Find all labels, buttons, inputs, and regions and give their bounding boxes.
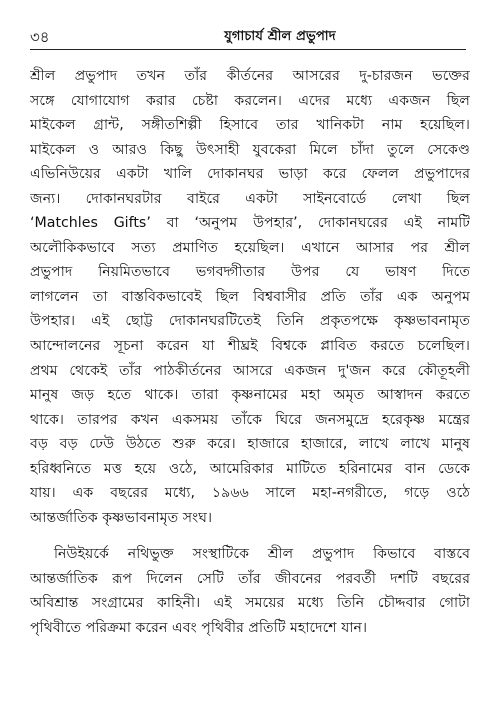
text-line: সঙ্গে যোগাযোগ করার চেষ্টা করলেন। এদের মধ্যে একজন ছিল xyxy=(30,92,470,109)
text-line: হরিধ্বনিতে মত্ত হয়ে ওঠে, আমেরিকার মাটিতে হরিনামের বান ডেকে xyxy=(30,460,470,477)
text-line: আন্তর্জাতিক কৃষ্ণভাবনামৃত সংঘ। xyxy=(30,509,213,526)
text-line: আন্দোলনের সূচনা করেন যা শীঘ্রই বিশ্বকে প্লাবিত করতে চলেছিল। xyxy=(30,338,470,355)
header-rule xyxy=(30,49,466,50)
text-line: আন্তর্জাতিক রূপ দিলেন সেটি তাঁর জীবনের পরবর্তী দশটি বছরের xyxy=(30,570,470,587)
text-line: অবিশ্রান্ত সংগ্রামের কাহিনী। এই সময়ের মধ্যে তিনি চৌদ্দবার গোটা xyxy=(30,595,470,612)
paragraph-2 xyxy=(30,542,470,640)
text-line: বড় বড় ঢেউ উঠতে শুরু করে। হাজারে হাজারে, লাখে লাখে মানুষ xyxy=(30,436,470,453)
text-line: নিউইয়র্কে নথিভুক্ত সংস্থাটিকে শ্রীল প্রভুপাদ কিভাবে বাস্তবে xyxy=(54,546,470,563)
text-line: মাইকেল ও আরও কিছু উৎসাহী যুবকেরা মিলে চাঁদা তুলে সেকেণ্ড xyxy=(30,141,470,158)
page-body xyxy=(30,64,470,641)
text-line: লাগলেন তা বাস্তবিকভাবেই ছিল বিশ্ববাসীর প্রতি তাঁর এক অনুপম xyxy=(30,288,470,305)
text-line: মানুষ জড় হতে থাকে। তারা কৃষ্ণনামের মহা অমৃত আস্বাদন করতে xyxy=(30,387,470,404)
text-line: প্রভুপাদ নিয়মিতভাবে ভগবদ্গীতার উপর যে ভাষণ দিতে xyxy=(30,264,470,281)
text-line: পৃথিবীতে পরিক্রমা করেন এবং পৃথিবীর প্রতিটি মহাদেশে যান। xyxy=(30,620,368,637)
text-line: যায়। এক বছরের মধ্যে, ১৯৬৬ সালে মহা-নগরীতে, গড়ে ওঠে xyxy=(30,485,470,502)
text-line: মাইকেল গ্রান্ট, সঙ্গীতশিল্পী হিসাবে তার খানিকটা নাম হয়েছিল। xyxy=(30,117,470,134)
text-line: থাকে। তারপর কখন একসময় তাঁকে ঘিরে জনসমুদ্রে হরেকৃষ্ণ মন্ত্রের xyxy=(30,411,470,428)
text-line: শ্রীল প্রভুপাদ তখন তাঁর কীর্তনের আসরের দু-চারজন ভক্তের xyxy=(30,68,470,84)
text-line: উপহার। এই ছোট্ট দোকানঘরটিতেই তিনি প্রকৃতপক্ষে কৃষ্ণভাবনামৃত xyxy=(30,313,470,330)
text-line: ‘Matchles Gifts’ বা ‘অনুপম উপহার’, দোকানঘরের এই নামটি xyxy=(30,215,470,232)
page-number: ৩৪ xyxy=(30,28,50,46)
paragraph-1 xyxy=(30,64,470,530)
text-line: জন্য। দোকানঘরটার বাইরে একটা সাইনবোর্ডে লেখা ছিল xyxy=(30,190,470,207)
text-line: প্রথম থেকেই তাঁর পাঠকীর্তনের আসরে একজন দু'জন করে কৌতূহলী xyxy=(30,362,470,379)
text-line: এভিনিউয়ের একটা খালি দোকানঘর ভাড়া করে ফেলল প্রভুপাদের xyxy=(30,166,470,183)
text-line: অলৌকিকভাবে সত্য প্রমাণিত হয়েছিল। এখানে আসার পর শ্রীল xyxy=(30,239,470,256)
running-head: যুগাচার্য শ্রীল প্রভুপাদ xyxy=(224,29,336,44)
